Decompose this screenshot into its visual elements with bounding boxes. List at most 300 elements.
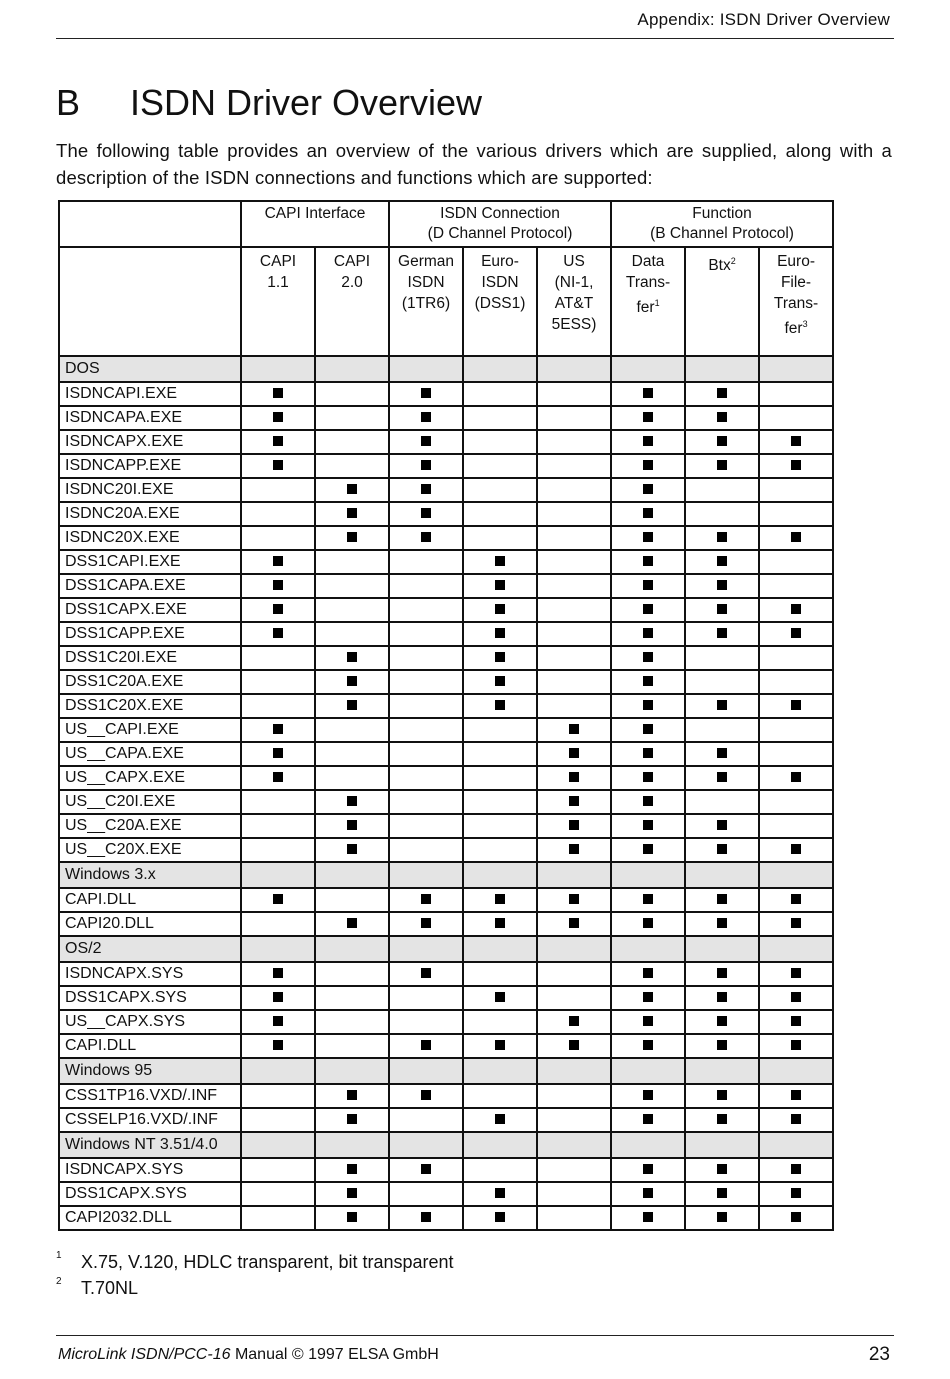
table-cell (611, 550, 685, 574)
column-header (463, 247, 537, 356)
supported-mark-icon (347, 1114, 357, 1124)
table-cell (611, 814, 685, 838)
supported-mark-icon (643, 628, 653, 638)
driver-name: US__CAPA.EXE (59, 742, 241, 766)
column-header (315, 247, 389, 356)
footnote-text: X.75, V.120, HDLC transparent, bit transparent (81, 1252, 454, 1272)
footer-rule (56, 1335, 894, 1336)
table-cell (537, 502, 611, 526)
table-cell (759, 1182, 833, 1206)
table-cell (537, 962, 611, 986)
running-header: Appendix: ISDN Driver Overview (637, 10, 890, 29)
supported-mark-icon (495, 676, 505, 686)
table-cell (241, 502, 315, 526)
table-cell (463, 430, 537, 454)
supported-mark-icon (273, 604, 283, 614)
table-cell (315, 766, 389, 790)
table-cell (537, 670, 611, 694)
table-cell (611, 478, 685, 502)
table-cell (685, 574, 759, 598)
table-cell (463, 622, 537, 646)
driver-name: US__CAPX.EXE (59, 766, 241, 790)
group-header-row (59, 201, 833, 247)
supported-mark-icon (717, 556, 727, 566)
table-cell (315, 1034, 389, 1058)
driver-name: US__C20A.EXE (59, 814, 241, 838)
table-cell (389, 382, 463, 406)
table-cell (685, 912, 759, 936)
table-cell (463, 574, 537, 598)
supported-mark-icon (347, 676, 357, 686)
table-cell (611, 406, 685, 430)
supported-mark-icon (717, 412, 727, 422)
table-cell (463, 1084, 537, 1108)
table-cell (611, 454, 685, 478)
table-cell (389, 718, 463, 742)
table-cell (611, 356, 685, 382)
table-cell (389, 790, 463, 814)
supported-mark-icon (495, 918, 505, 928)
table-cell (685, 454, 759, 478)
driver-name: DSS1CAPA.EXE (59, 574, 241, 598)
table-cell (389, 912, 463, 936)
table-cell (241, 766, 315, 790)
table-cell (685, 694, 759, 718)
table-cell (685, 838, 759, 862)
table-cell (315, 1108, 389, 1132)
table-cell (759, 430, 833, 454)
driver-name: DSS1CAPP.EXE (59, 622, 241, 646)
supported-mark-icon (643, 460, 653, 470)
footnote-number: 1 (56, 1250, 62, 1261)
column-header-line: CAPI (333, 253, 371, 270)
supported-mark-icon (273, 556, 283, 566)
table-cell (315, 962, 389, 986)
table-cell (685, 622, 759, 646)
table-cell (241, 790, 315, 814)
table-cell (463, 912, 537, 936)
supported-mark-icon (347, 508, 357, 518)
table-cell (315, 1132, 389, 1158)
supported-mark-icon (569, 1016, 579, 1026)
table-row (59, 1084, 833, 1108)
table-cell (537, 814, 611, 838)
supported-mark-icon (643, 700, 653, 710)
supported-mark-icon (717, 772, 727, 782)
table-cell (611, 936, 685, 962)
table-cell (389, 526, 463, 550)
supported-mark-icon (643, 1040, 653, 1050)
supported-mark-icon (495, 700, 505, 710)
os-section-row (59, 1132, 833, 1158)
driver-name: ISDNC20I.EXE (59, 478, 241, 502)
table-cell (537, 1182, 611, 1206)
driver-name: ISDNCAPP.EXE (59, 454, 241, 478)
table-cell (389, 742, 463, 766)
supported-mark-icon (347, 484, 357, 494)
supported-mark-icon (273, 968, 283, 978)
table-cell (389, 1182, 463, 1206)
table-cell (537, 430, 611, 454)
table-cell (241, 1010, 315, 1034)
supported-mark-icon (569, 772, 579, 782)
table-cell (241, 1108, 315, 1132)
table-cell (537, 1034, 611, 1058)
table-cell (389, 814, 463, 838)
table-cell (685, 936, 759, 962)
driver-name: US__C20X.EXE (59, 838, 241, 862)
column-header (537, 247, 611, 356)
supported-mark-icon (643, 918, 653, 928)
column-header (759, 247, 833, 356)
column-header-line: (DSS1) (474, 295, 526, 312)
table-cell (241, 936, 315, 962)
supported-mark-icon (717, 820, 727, 830)
supported-mark-icon (643, 724, 653, 734)
footnote-text: T.70NL (81, 1278, 139, 1298)
table-cell (389, 962, 463, 986)
os-section-label: Windows NT 3.51/4.0 (59, 1132, 241, 1158)
column-header-line: Data (631, 253, 665, 270)
table-cell (463, 478, 537, 502)
supported-mark-icon (273, 724, 283, 734)
table-cell (759, 622, 833, 646)
table-cell (611, 912, 685, 936)
table-cell (685, 1158, 759, 1182)
table-cell (537, 912, 611, 936)
table-cell (315, 1010, 389, 1034)
table-cell (611, 598, 685, 622)
supported-mark-icon (717, 1090, 727, 1100)
table-cell (315, 742, 389, 766)
footnote-ref: 2 (730, 256, 736, 266)
table-cell (759, 526, 833, 550)
supported-mark-icon (495, 992, 505, 1002)
table-cell (389, 574, 463, 598)
supported-mark-icon (717, 700, 727, 710)
supported-mark-icon (495, 1114, 505, 1124)
column-header-line: 5ESS) (551, 316, 597, 333)
table-cell (315, 694, 389, 718)
table-cell (389, 670, 463, 694)
supported-mark-icon (421, 1090, 431, 1100)
column-header-line: AT&T (554, 295, 594, 312)
table-row (59, 766, 833, 790)
table-cell (685, 1132, 759, 1158)
os-section-label: DOS (59, 356, 241, 382)
supported-mark-icon (421, 388, 431, 398)
table-cell (241, 1158, 315, 1182)
footnote-number: 2 (56, 1276, 62, 1287)
supported-mark-icon (643, 992, 653, 1002)
supported-mark-icon (421, 968, 431, 978)
supported-mark-icon (643, 1188, 653, 1198)
table-cell (537, 1158, 611, 1182)
table-cell (759, 766, 833, 790)
table-cell (537, 936, 611, 962)
table-row (59, 1034, 833, 1058)
section-heading (56, 82, 482, 124)
column-header (611, 247, 685, 356)
table-row (59, 814, 833, 838)
supported-mark-icon (273, 388, 283, 398)
supported-mark-icon (347, 700, 357, 710)
supported-mark-icon (347, 1212, 357, 1222)
table-cell (315, 986, 389, 1010)
table-cell (315, 356, 389, 382)
table-cell (389, 1058, 463, 1084)
table-cell (241, 646, 315, 670)
table-cell (315, 622, 389, 646)
table-cell (685, 962, 759, 986)
supported-mark-icon (643, 894, 653, 904)
table-cell (463, 502, 537, 526)
table-cell (537, 1058, 611, 1084)
supported-mark-icon (717, 604, 727, 614)
table-cell (315, 1158, 389, 1182)
driver-name: ISDNCAPX.EXE (59, 430, 241, 454)
table-cell (537, 766, 611, 790)
supported-mark-icon (347, 844, 357, 854)
footer-product: MicroLink ISDN/PCC-16 (58, 1346, 231, 1363)
supported-mark-icon (273, 1016, 283, 1026)
table-cell (759, 742, 833, 766)
table-row (59, 502, 833, 526)
group-header-isdn-connection (389, 201, 611, 247)
supported-mark-icon (791, 460, 801, 470)
table-row (59, 1108, 833, 1132)
table-cell (759, 670, 833, 694)
supported-mark-icon (273, 628, 283, 638)
table-cell (759, 1084, 833, 1108)
supported-mark-icon (791, 1040, 801, 1050)
table-cell (759, 838, 833, 862)
column-header-line: (NI-1, (554, 274, 594, 291)
supported-mark-icon (643, 1212, 653, 1222)
table-cell (315, 888, 389, 912)
table-row (59, 742, 833, 766)
table-cell (315, 1058, 389, 1084)
table-cell (315, 598, 389, 622)
supported-mark-icon (791, 992, 801, 1002)
table-cell (241, 382, 315, 406)
table-cell (315, 430, 389, 454)
table-cell (463, 1158, 537, 1182)
column-header-line (686, 251, 758, 276)
table-cell (463, 526, 537, 550)
table-cell (537, 986, 611, 1010)
table-cell (241, 1206, 315, 1230)
column-header-line: Trans- (625, 274, 671, 291)
supported-mark-icon (643, 748, 653, 758)
table-cell (759, 1158, 833, 1182)
table-cell (463, 814, 537, 838)
table-cell (759, 888, 833, 912)
supported-mark-icon (273, 772, 283, 782)
supported-mark-icon (643, 436, 653, 446)
table-row (59, 694, 833, 718)
driver-name: DSS1C20X.EXE (59, 694, 241, 718)
table-cell (241, 694, 315, 718)
footnote-ref: 3 (802, 319, 808, 329)
supported-mark-icon (421, 484, 431, 494)
os-section-row (59, 936, 833, 962)
column-header-line: Euro- (777, 253, 815, 270)
table-cell (759, 962, 833, 986)
table-cell (759, 814, 833, 838)
table-cell (685, 718, 759, 742)
supported-mark-icon (569, 918, 579, 928)
table-cell (611, 888, 685, 912)
column-header-line: CAPI (259, 253, 297, 270)
supported-mark-icon (569, 894, 579, 904)
table-cell (537, 574, 611, 598)
table-cell (759, 694, 833, 718)
table-cell (537, 454, 611, 478)
table-row (59, 430, 833, 454)
supported-mark-icon (791, 918, 801, 928)
driver-name: DSS1CAPI.EXE (59, 550, 241, 574)
driver-name: ISDNCAPA.EXE (59, 406, 241, 430)
table-cell (685, 430, 759, 454)
table-cell (537, 1010, 611, 1034)
supported-mark-icon (791, 628, 801, 638)
table-cell (463, 986, 537, 1010)
table-cell (685, 790, 759, 814)
supported-mark-icon (421, 460, 431, 470)
table-cell (389, 622, 463, 646)
table-cell (537, 862, 611, 888)
column-header-line: US (563, 253, 585, 270)
table-cell (611, 1108, 685, 1132)
group-label: ISDN Connection (440, 205, 560, 222)
corner-cell (59, 247, 241, 356)
table-cell (685, 1058, 759, 1084)
supported-mark-icon (569, 844, 579, 854)
table-cell (537, 1108, 611, 1132)
table-cell (389, 406, 463, 430)
table-cell (463, 670, 537, 694)
table-cell (759, 478, 833, 502)
table-cell (537, 1206, 611, 1230)
table-cell (241, 912, 315, 936)
table-cell (611, 838, 685, 862)
table-cell (685, 478, 759, 502)
table-cell (611, 862, 685, 888)
table-cell (685, 550, 759, 574)
table-cell (759, 646, 833, 670)
supported-mark-icon (717, 1164, 727, 1174)
table-cell (611, 670, 685, 694)
table-cell (463, 888, 537, 912)
supported-mark-icon (347, 1090, 357, 1100)
driver-name: ISDNC20X.EXE (59, 526, 241, 550)
supported-mark-icon (643, 580, 653, 590)
table-cell (537, 356, 611, 382)
supported-mark-icon (643, 652, 653, 662)
table-cell (759, 574, 833, 598)
supported-mark-icon (273, 460, 283, 470)
table-cell (611, 742, 685, 766)
table-cell (463, 742, 537, 766)
table-row (59, 1158, 833, 1182)
supported-mark-icon (421, 1164, 431, 1174)
table-cell (389, 646, 463, 670)
supported-mark-icon (347, 1188, 357, 1198)
table-cell (685, 862, 759, 888)
supported-mark-icon (569, 820, 579, 830)
column-header-line: 2.0 (341, 274, 363, 291)
table-cell (685, 502, 759, 526)
table-cell (463, 1108, 537, 1132)
table-cell (315, 1182, 389, 1206)
table-cell (315, 550, 389, 574)
table-cell (463, 962, 537, 986)
table-cell (389, 1010, 463, 1034)
table-row (59, 1182, 833, 1206)
driver-name: US__CAPI.EXE (59, 718, 241, 742)
table-cell (611, 986, 685, 1010)
supported-mark-icon (643, 1114, 653, 1124)
table-cell (389, 598, 463, 622)
table-cell (685, 1206, 759, 1230)
table-cell (389, 1158, 463, 1182)
table-cell (241, 1182, 315, 1206)
driver-name: ISDNCAPI.EXE (59, 382, 241, 406)
table-cell (537, 478, 611, 502)
driver-name: CAPI.DLL (59, 888, 241, 912)
table-cell (611, 766, 685, 790)
intro-paragraph: The following table provides an overview of the various drivers which are supplied, along with a description of the ISDN connections and functions which are supported: (56, 140, 892, 188)
supported-mark-icon (717, 1016, 727, 1026)
table-cell (389, 888, 463, 912)
supported-mark-icon (717, 532, 727, 542)
table-cell (389, 1108, 463, 1132)
table-cell (463, 646, 537, 670)
table-cell (241, 454, 315, 478)
supported-mark-icon (643, 772, 653, 782)
supported-mark-icon (347, 918, 357, 928)
table-row (59, 790, 833, 814)
table-row (59, 1010, 833, 1034)
table-cell (463, 862, 537, 888)
table-cell (241, 430, 315, 454)
supported-mark-icon (569, 1040, 579, 1050)
table-cell (389, 694, 463, 718)
supported-mark-icon (495, 1212, 505, 1222)
supported-mark-icon (643, 796, 653, 806)
supported-mark-icon (347, 820, 357, 830)
table-cell (463, 406, 537, 430)
supported-mark-icon (643, 556, 653, 566)
supported-mark-icon (791, 772, 801, 782)
corner-cell (59, 201, 241, 247)
table-cell (315, 862, 389, 888)
table-cell (759, 598, 833, 622)
table-cell (241, 356, 315, 382)
table-cell (315, 670, 389, 694)
supported-mark-icon (273, 1040, 283, 1050)
table-cell (389, 430, 463, 454)
table-cell (759, 550, 833, 574)
table-cell (463, 1132, 537, 1158)
supported-mark-icon (273, 992, 283, 1002)
table-cell (463, 694, 537, 718)
table-cell (241, 598, 315, 622)
table-cell (537, 382, 611, 406)
table-cell (463, 718, 537, 742)
table-cell (685, 382, 759, 406)
